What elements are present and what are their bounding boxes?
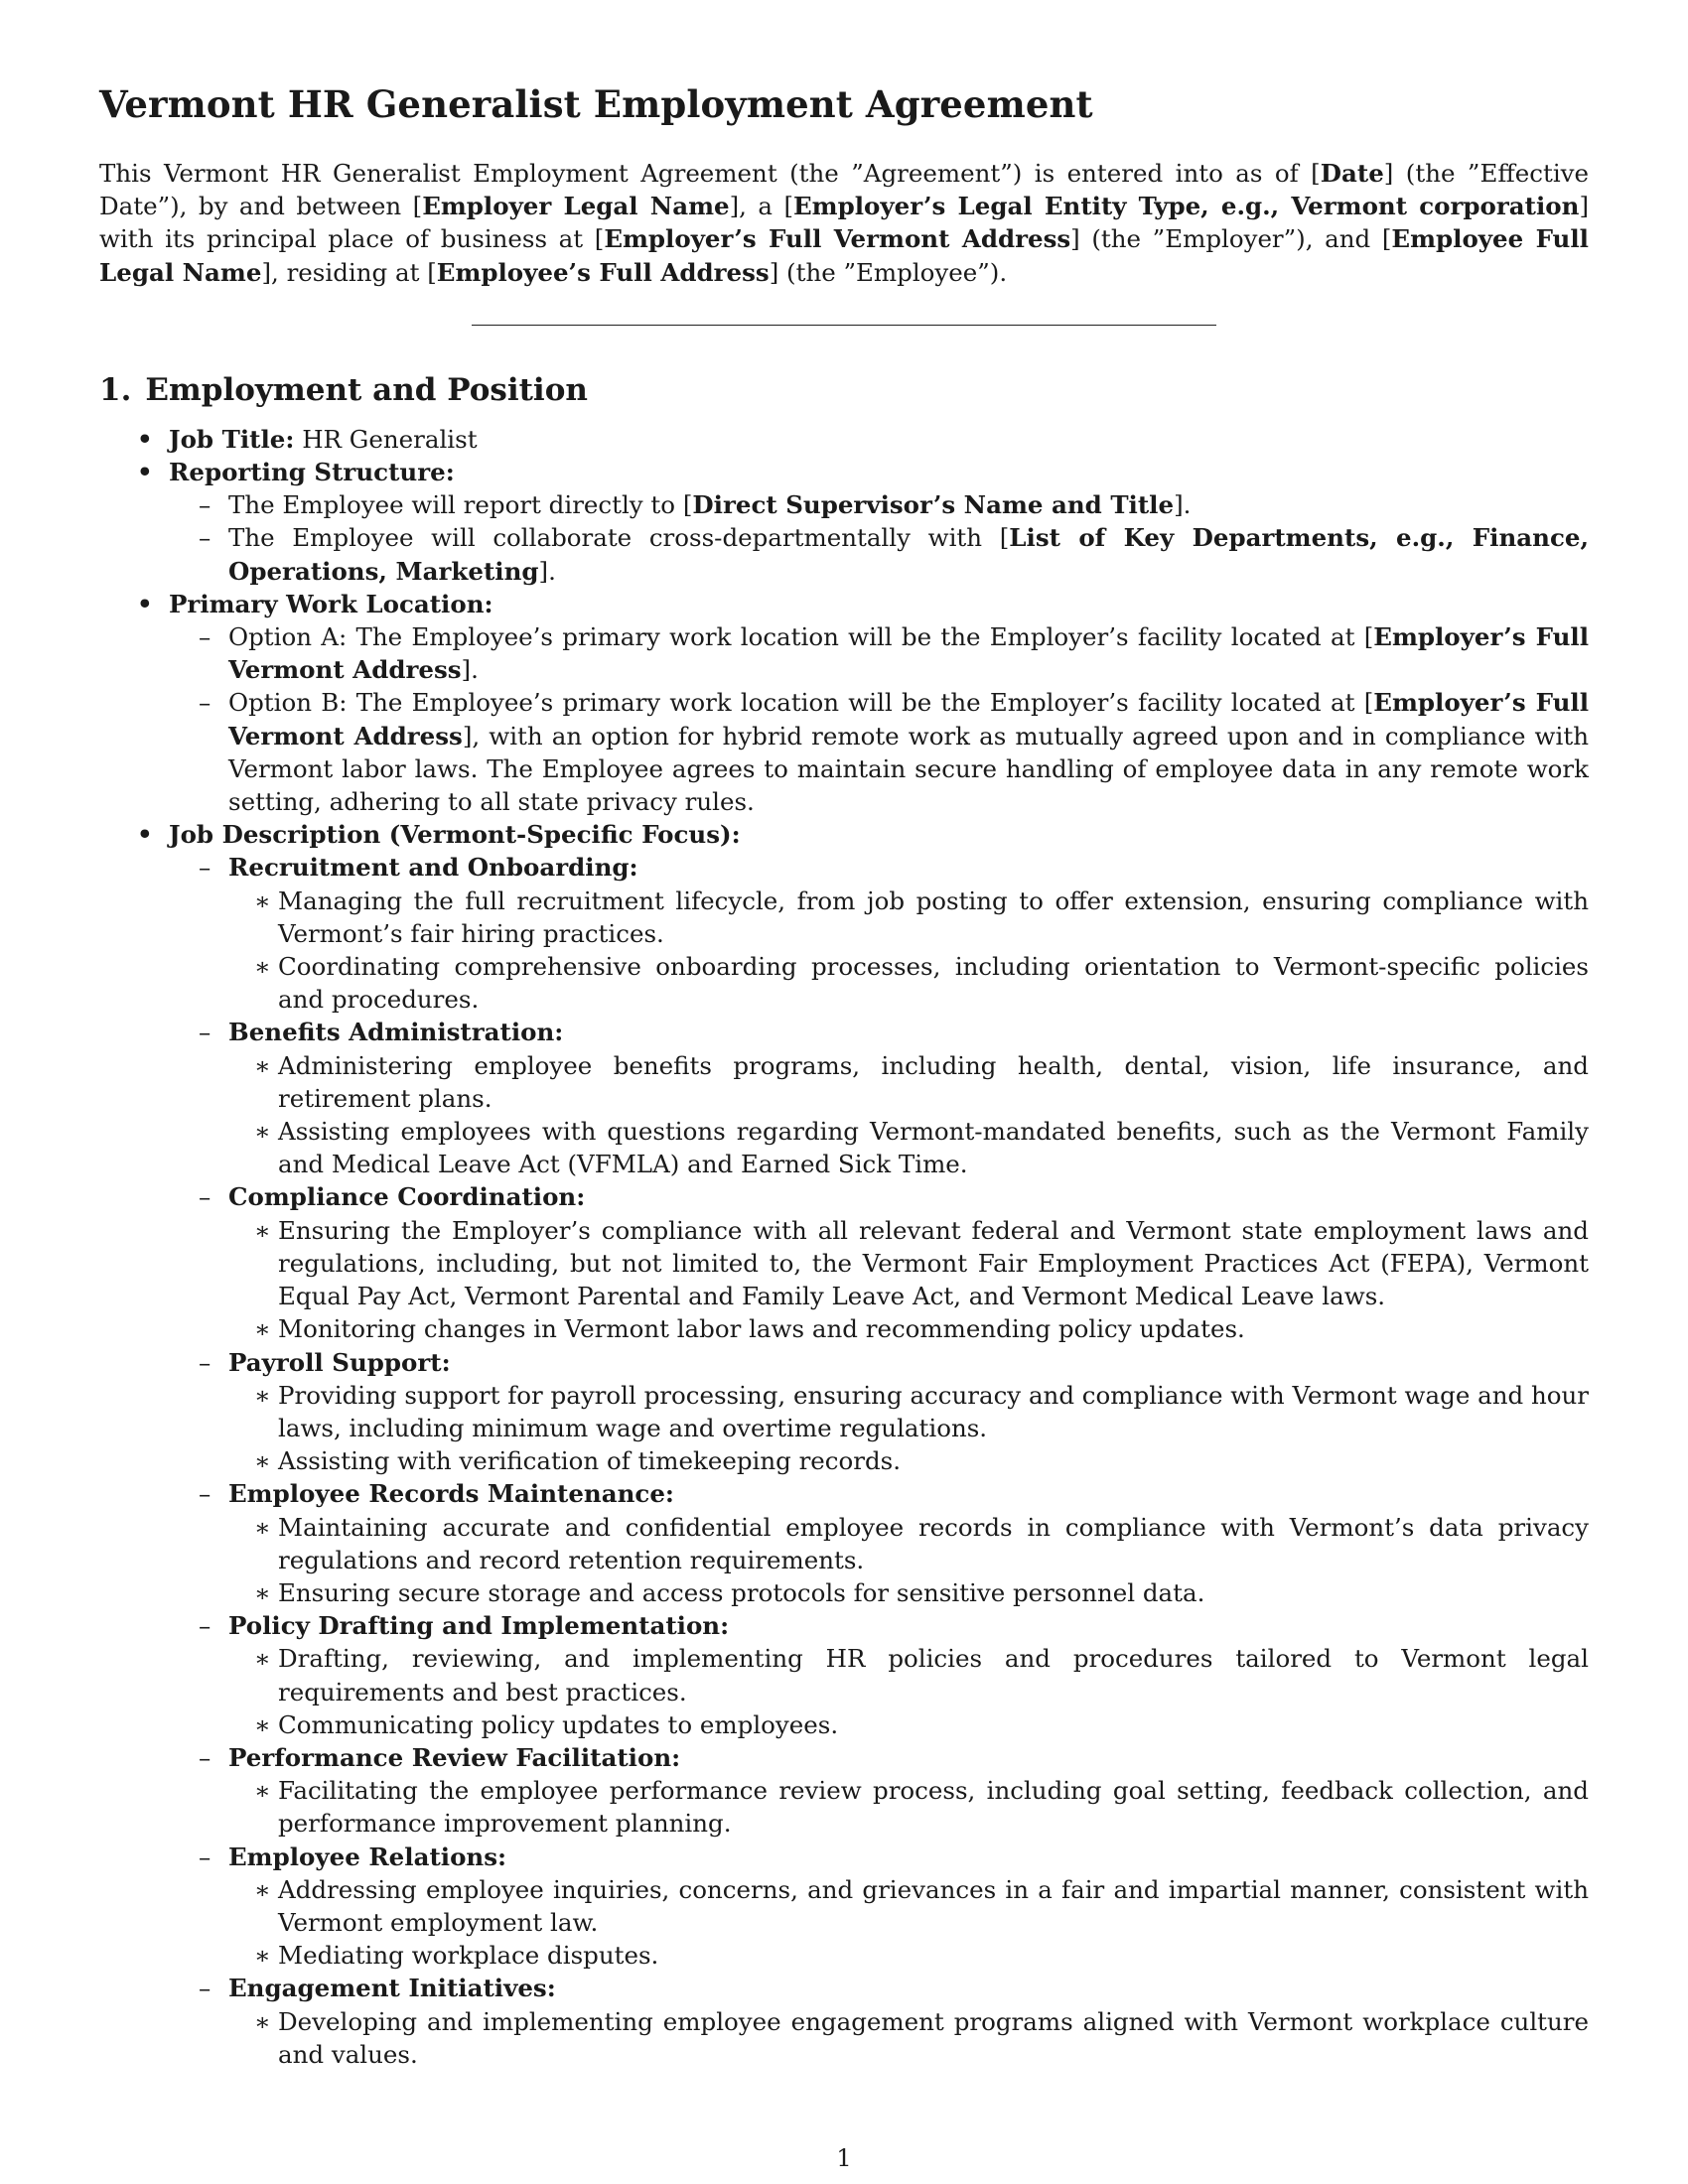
duty-item xyxy=(228,2005,1589,2071)
dash-icon: – xyxy=(199,1347,211,1377)
duty-text: Managing the full recruitment lifecycle, from job posting to offer extension, ensuring compliance with Vermont’s fair hiring practices. xyxy=(278,886,1589,948)
duty-list xyxy=(228,1511,1589,1610)
bullet-icon: • xyxy=(137,589,153,618)
dash-icon: – xyxy=(199,1018,211,1047)
duty-item xyxy=(228,1939,1589,1972)
placeholder-employer-address: Employer’s Full Vermont Address xyxy=(604,224,1071,254)
duty-item xyxy=(228,885,1589,950)
duty-list xyxy=(228,2005,1589,2071)
asterisk-icon: ∗ xyxy=(254,1577,271,1607)
item-label: Primary Work Location: xyxy=(169,589,493,618)
asterisk-icon: ∗ xyxy=(254,1215,271,1245)
bullet-icon: • xyxy=(137,424,153,454)
bullet-icon: • xyxy=(137,820,153,850)
duty-group-label: Performance Review Facilitation: xyxy=(228,1742,681,1772)
asterisk-icon: ∗ xyxy=(254,1117,271,1147)
sub-list-item xyxy=(169,620,1589,686)
duty-group-label: Policy Drafting and Implementation: xyxy=(228,1611,730,1641)
intro-text: ] with its principal place of business at [ xyxy=(99,192,1589,254)
duty-group-label: Recruitment and Onboarding: xyxy=(228,853,638,883)
sub-list-item xyxy=(169,488,1589,521)
text-run: The Employee will report directly to [ xyxy=(228,490,693,520)
asterisk-icon: ∗ xyxy=(254,1874,271,1904)
duty-group-label: Employee Relations: xyxy=(228,1842,507,1871)
duty-text: Ensuring the Employer’s compliance with all relevant federal and Vermont state employment laws and regulations, including, but not limited to, the Vermont Fair Employment Practices Act (FEPA), Vermont Equal Pay Act, Vermont Parental and Family Leave Act, and Vermont Medical Leave laws. xyxy=(278,1215,1589,1311)
job-duty-group xyxy=(169,1180,1589,1345)
duty-list xyxy=(228,1873,1589,1973)
duty-list xyxy=(228,1642,1589,1741)
duty-list xyxy=(228,1379,1589,1478)
text-run: Option B: The Employee’s primary work location will be the Employer’s facility located at [ xyxy=(228,688,1374,718)
duty-text: Addressing employee inquiries, concerns, and grievances in a fair and impartial manner, consistent with Vermont employment law. xyxy=(278,1874,1589,1937)
placeholder-supervisor: Direct Supervisor’s Name and Title xyxy=(692,490,1175,520)
job-duty-group xyxy=(169,1609,1589,1741)
duty-text: Assisting employees with questions regarding Vermont-mandated benefits, such as the Vermont Family and Medical Leave Act (VFMLA) and Earned Sick Time. xyxy=(278,1117,1589,1179)
asterisk-icon: ∗ xyxy=(254,1314,271,1344)
duty-item xyxy=(228,1115,1589,1180)
placeholder-employee-address: Employee’s Full Address xyxy=(436,257,770,287)
text-run: ], with an option for hybrid remote work as mutually agreed upon and in compliance with Vermont labor laws. The Employee agrees to maintain secure handling of employee data in any remote work setting, adhering to all state privacy rules. xyxy=(228,721,1589,817)
intro-text: ] (the ”Effective Date”), by and between [ xyxy=(99,159,1589,221)
dash-icon: – xyxy=(199,523,211,553)
duty-group-label: Payroll Support: xyxy=(228,1347,451,1377)
duty-text: Facilitating the employee performance review process, including goal setting, feedback collection, and performance improvement planning. xyxy=(278,1776,1589,1839)
placeholder-employer-name: Employer Legal Name xyxy=(422,192,730,221)
page-content xyxy=(99,81,1589,2071)
duty-list xyxy=(228,885,1589,1017)
duty-item xyxy=(228,950,1589,1016)
duty-text: Communicating policy updates to employees. xyxy=(278,1709,839,1739)
intro-text: ] (the ”Employee”). xyxy=(769,257,1008,287)
asterisk-icon: ∗ xyxy=(254,1776,271,1806)
item-label: Job Description (Vermont-Specific Focus): xyxy=(169,820,741,850)
sub-list-item xyxy=(169,521,1589,587)
duty-text: Providing support for payroll processing, ensuring accuracy and compliance with Vermont wage and hour laws, including minimum wage and overtime regulations. xyxy=(278,1380,1589,1442)
sub-item-text xyxy=(228,521,1589,587)
duty-text: Monitoring changes in Vermont labor laws and recommending policy updates. xyxy=(278,1314,1245,1344)
sub-list xyxy=(169,488,1589,588)
intro-text: This Vermont HR Generalist Employment Agreement (the ”Agreement”) is entered into as of [ xyxy=(99,159,1321,188)
duty-item xyxy=(228,1576,1589,1609)
job-description-groups xyxy=(169,851,1589,2071)
duty-group-label: Engagement Initiatives: xyxy=(228,1974,556,2003)
document-title: Vermont HR Generalist Employment Agreement xyxy=(99,82,1093,126)
asterisk-icon: ∗ xyxy=(254,2006,271,2036)
duty-text: Maintaining accurate and confidential employee records in compliance with Vermont’s data privacy regulations and record retention requirements. xyxy=(278,1512,1589,1574)
job-duty-group xyxy=(169,1841,1589,1973)
asterisk-icon: ∗ xyxy=(254,1644,271,1674)
dash-icon: – xyxy=(199,1611,211,1641)
asterisk-icon: ∗ xyxy=(254,1512,271,1542)
duty-item xyxy=(228,1511,1589,1576)
duty-item xyxy=(228,1873,1589,1939)
duty-item xyxy=(228,1214,1589,1313)
bullet-icon: • xyxy=(137,458,153,487)
placeholder-employee-name: Employee Full Legal Name xyxy=(99,224,1589,287)
item-value: HR Generalist xyxy=(302,424,478,454)
duty-item xyxy=(228,1379,1589,1444)
dash-icon: – xyxy=(199,1479,211,1509)
duty-list xyxy=(228,1214,1589,1346)
intro-text: ], residing at [ xyxy=(261,257,437,287)
sub-item-text xyxy=(228,620,1589,686)
dash-icon: – xyxy=(199,490,211,520)
duty-text: Ensuring secure storage and access protocols for sensitive personnel data. xyxy=(278,1577,1205,1607)
duty-item xyxy=(228,1642,1589,1707)
dash-icon: – xyxy=(199,1182,211,1212)
duty-item xyxy=(228,1708,1589,1741)
duty-item xyxy=(228,1774,1589,1840)
sub-list-item xyxy=(169,686,1589,818)
intro-text: ] (the ”Employer”), and [ xyxy=(1070,224,1392,254)
duty-group-label: Benefits Administration: xyxy=(228,1018,564,1047)
asterisk-icon: ∗ xyxy=(254,1050,271,1080)
duty-text: Administering employee benefits programs, including health, dental, vision, life insurance, and retirement plans. xyxy=(278,1050,1589,1113)
job-duty-group xyxy=(169,1477,1589,1609)
duty-list xyxy=(228,1774,1589,1840)
duty-text: Assisting with verification of timekeeping records. xyxy=(278,1446,902,1476)
placeholder-address: Employer’s Full Vermont Address xyxy=(228,688,1590,751)
section-heading xyxy=(99,371,1589,409)
item-label: Job Title: xyxy=(169,424,295,454)
list-item-job-description xyxy=(99,818,1589,2071)
list-item-job-title xyxy=(99,423,1589,456)
text-run: Option A: The Employee’s primary work location will be the Employer’s facility located at [ xyxy=(228,622,1374,652)
horizontal-divider xyxy=(472,325,1216,326)
dash-icon: – xyxy=(199,853,211,883)
page-number: 1 xyxy=(836,2144,852,2172)
duty-text: Coordinating comprehensive onboarding processes, including orientation to Vermont-specific policies and procedures. xyxy=(278,952,1589,1015)
dash-icon: – xyxy=(199,1742,211,1772)
placeholder-entity-type: Employer’s Legal Entity Type, e.g., Vermont corporation xyxy=(793,192,1580,221)
duty-group-label: Compliance Coordination: xyxy=(228,1182,586,1212)
text-run: ]. xyxy=(538,556,556,586)
intro-text: ], a [ xyxy=(729,192,793,221)
intro-paragraph xyxy=(99,157,1589,289)
job-duty-group xyxy=(169,851,1589,1016)
duty-text: Drafting, reviewing, and implementing HR policies and procedures tailored to Vermont legal requirements and best practices. xyxy=(278,1644,1589,1706)
section-title: Employment and Position xyxy=(145,371,588,408)
asterisk-icon: ∗ xyxy=(254,1446,271,1476)
section-number: 1. xyxy=(99,371,132,408)
asterisk-icon: ∗ xyxy=(254,886,271,915)
duty-group-label: Employee Records Maintenance: xyxy=(228,1479,674,1509)
asterisk-icon: ∗ xyxy=(254,952,271,982)
asterisk-icon: ∗ xyxy=(254,1380,271,1410)
job-duty-group xyxy=(169,1346,1589,1478)
sub-list xyxy=(169,620,1589,818)
list-item-work-location xyxy=(99,588,1589,818)
duty-text: Mediating workplace disputes. xyxy=(278,1941,659,1971)
duty-list xyxy=(228,1049,1589,1181)
section-list xyxy=(99,423,1589,2071)
job-duty-group xyxy=(169,1972,1589,2071)
job-duty-group xyxy=(169,1741,1589,1841)
dash-icon: – xyxy=(199,688,211,718)
text-run: ]. xyxy=(1174,490,1192,520)
item-label: Reporting Structure: xyxy=(169,458,455,487)
placeholder-date: Date xyxy=(1320,159,1384,188)
job-duty-group xyxy=(169,1016,1589,1180)
sub-item-text xyxy=(228,488,1589,521)
text-run: The Employee will collaborate cross-departmentally with [ xyxy=(228,523,1010,553)
duty-item xyxy=(228,1049,1589,1115)
dash-icon: – xyxy=(199,1974,211,2003)
asterisk-icon: ∗ xyxy=(254,1709,271,1739)
sub-item-text xyxy=(228,686,1589,818)
duty-item xyxy=(228,1444,1589,1477)
duty-text: Developing and implementing employee engagement programs aligned with Vermont workplace culture and values. xyxy=(278,2006,1589,2069)
text-run: ]. xyxy=(461,655,479,685)
duty-item xyxy=(228,1312,1589,1345)
dash-icon: – xyxy=(199,622,211,652)
dash-icon: – xyxy=(199,1842,211,1871)
placeholder-departments: List of Key Departments, e.g., Finance, Operations, Marketing xyxy=(228,523,1590,586)
placeholder-address: Employer’s Full Vermont Address xyxy=(228,622,1590,685)
list-item-reporting-structure xyxy=(99,456,1589,588)
asterisk-icon: ∗ xyxy=(254,1941,271,1971)
